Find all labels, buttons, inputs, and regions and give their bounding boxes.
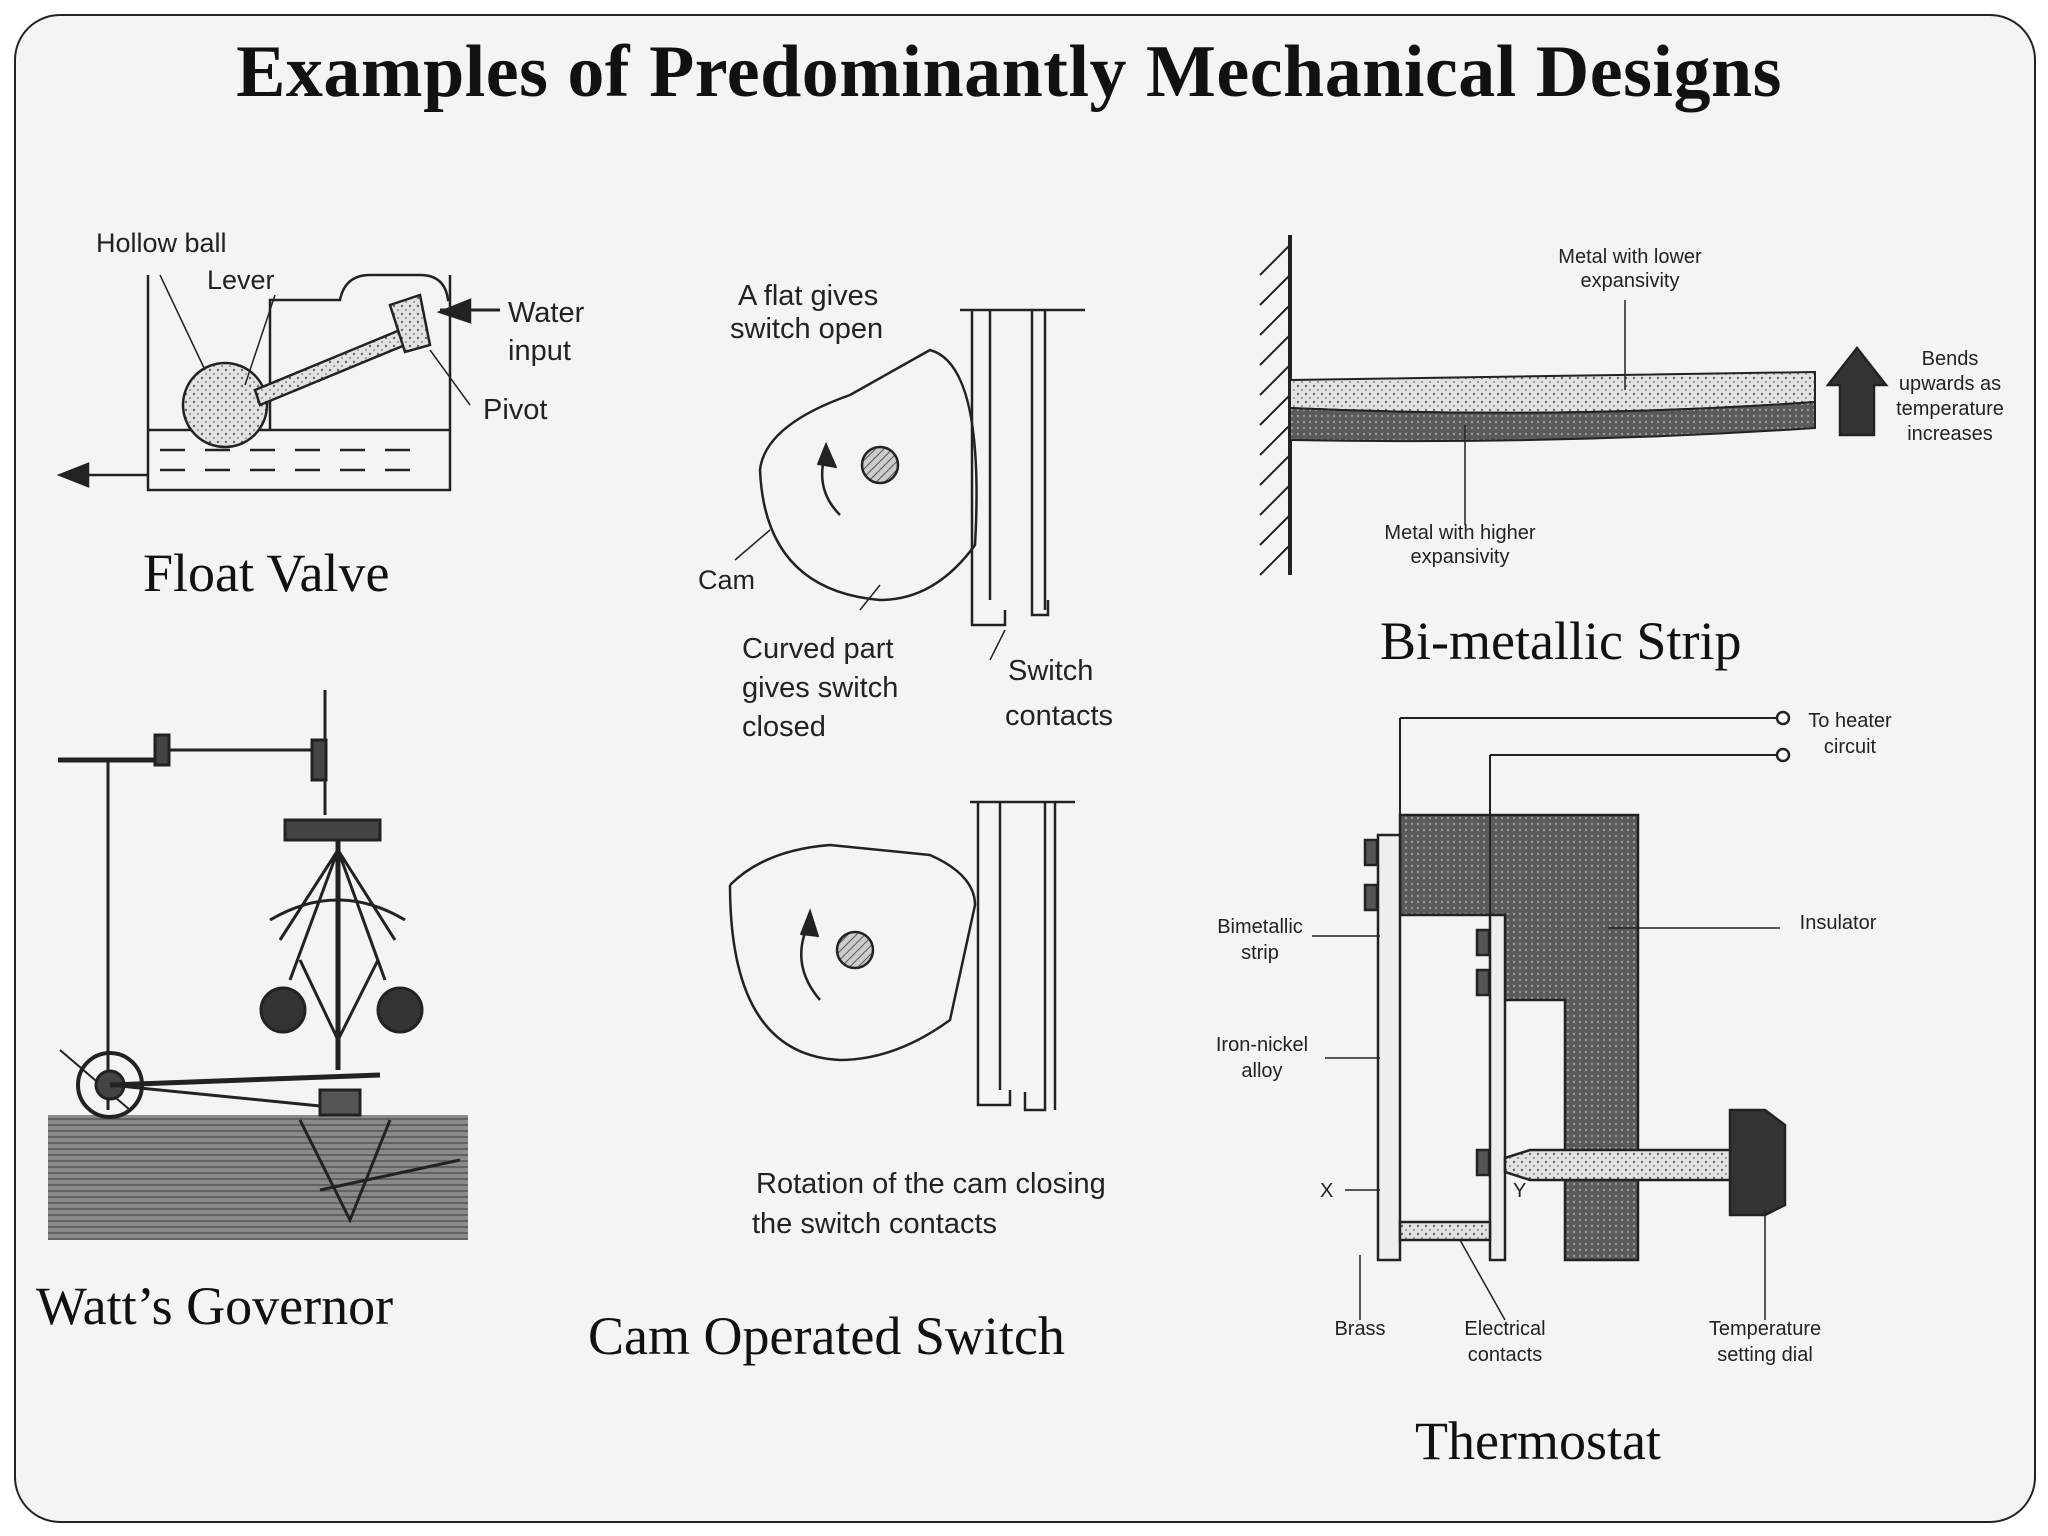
label-water-input-1: Water [508,297,585,329]
cam-switch-open-diagram [735,310,1085,660]
label-bends-1: Bends [1921,348,1979,370]
label-temperature-dial-2: setting dial [1717,1344,1813,1366]
label-lower-expansivity-2: expansivity [1580,270,1680,292]
label-contacts-1: Switch [1008,655,1094,687]
label-bimetallic-strip-2: strip [1241,942,1279,964]
float-valve-diagram [60,275,500,490]
label-x: X [1320,1180,1334,1202]
label-hollow-ball: Hollow ball [96,228,227,258]
label-curved-3: closed [742,711,826,743]
label-bimetallic-strip-1: Bimetallic [1217,916,1303,938]
label-iron-nickel-1: Iron-nickel [1215,1034,1309,1056]
slide-title: Examples of Predominantly Mechanical Designs [236,31,1782,113]
cam-switch-caption: Cam Operated Switch [588,1306,1065,1366]
label-heater-2: circuit [1823,736,1877,758]
label-flat-2: switch open [730,313,884,345]
thermostat-caption: Thermostat [1415,1411,1661,1471]
bimetallic-strip-caption: Bi-metallic Strip [1380,611,1742,671]
label-bends-2: upwards as [1898,373,2002,395]
label-lever: Lever [207,265,275,295]
label-temperature-dial-1: Temperature [1708,1318,1822,1340]
label-higher-expansivity-1: Metal with higher [1384,522,1536,544]
label-heater-1: To heater [1808,710,1892,732]
label-electrical-contacts-1: Electrical [1464,1318,1546,1340]
label-curved-2: gives switch [742,672,899,704]
label-iron-nickel-2: alloy [1241,1060,1283,1082]
label-bends-4: increases [1907,423,1993,445]
label-electrical-contacts-2: contacts [1467,1344,1543,1366]
label-higher-expansivity-2: expansivity [1410,546,1510,568]
label-cam: Cam [698,565,756,595]
label-rotation-1: Rotation of the cam closing [756,1168,1106,1200]
watts-governor-illustration [48,690,468,1240]
label-flat-1: A flat gives [738,280,879,312]
label-pivot: Pivot [483,394,548,426]
label-insulator: Insulator [1799,912,1877,934]
label-lower-expansivity-1: Metal with lower [1558,246,1702,268]
float-valve-caption: Float Valve [143,543,390,603]
label-contacts-2: contacts [1005,700,1113,732]
label-y: Y [1513,1180,1527,1202]
thermostat-diagram [1312,712,1789,1320]
label-rotation-2: the switch contacts [752,1208,997,1240]
label-water-input-2: input [508,335,571,367]
watts-governor-caption: Watt’s Governor [36,1276,394,1336]
cam-switch-closed-diagram [730,802,1075,1110]
label-curved-1: Curved part [742,633,894,665]
label-brass: Brass [1334,1318,1386,1340]
label-bends-3: temperature [1896,398,2004,420]
